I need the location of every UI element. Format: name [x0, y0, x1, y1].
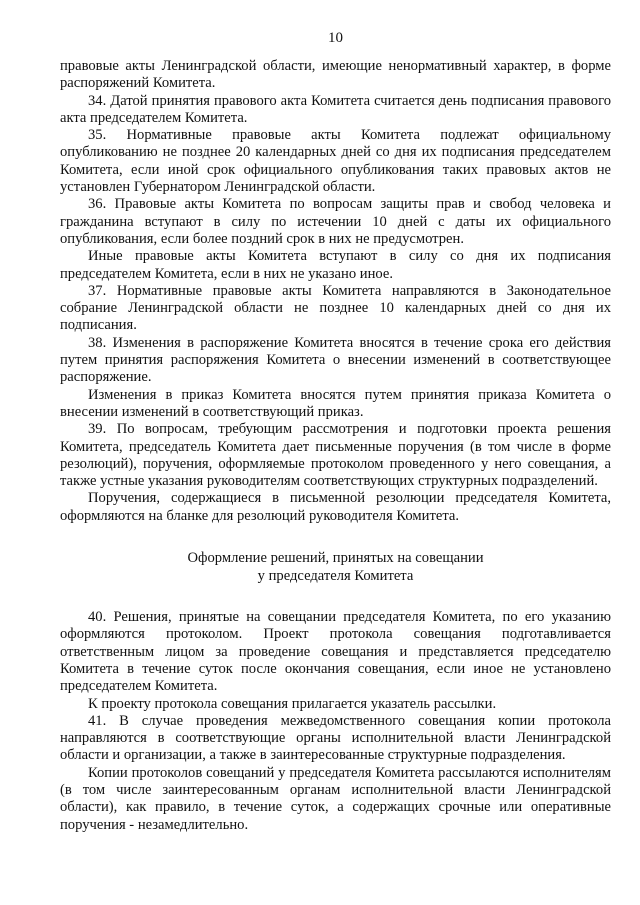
- section-heading: [60, 549, 611, 585]
- section-heading-line-1: Оформление решений, принятых на совещании: [187, 550, 484, 567]
- paragraphs-bottom: [60, 609, 611, 834]
- paragraph-36: 36. Правовые акты Комитета по вопросам защиты прав и свобод человека и гражданина вступают в силу по истечении 10 дней с даты их официального опубликования, если более поздний срок в них не предусмотрен.: [60, 196, 611, 247]
- paragraph-40-distribution: К проекту протокола совещания прилагается указатель рассылки.: [88, 695, 497, 712]
- paragraph-34: 34. Датой принятия правового акта Комитета считается день подписания правового акта председателем Комитета.: [60, 92, 611, 126]
- paragraphs-top: [60, 58, 611, 525]
- paragraph-38-orders: Изменения в приказ Комитета вносятся путем принятия приказа Комитета о внесении изменений в соответствующий приказ.: [60, 386, 611, 420]
- paragraph-37: 37. Нормативные правовые акты Комитета направляются в Законодательное собрание Ленинградской области не позднее 10 календарных дней со дня их подписания.: [60, 282, 611, 334]
- page-number: 10: [328, 30, 343, 46]
- paragraph-35: 35. Нормативные правовые акты Комитета подлежат официальному опубликованию не позднее 20 календарных дней со дня их подписания председателем Комитета, если иной срок официального опубликования таких правовых актов не установлен Губернатором Ленинградской области.: [60, 127, 611, 196]
- paragraph-39-resolutions: Поручения, содержащиеся в письменной резолюции председателя Комитета, оформляются на бланке для резолюций руководителя Комитета.: [60, 490, 611, 524]
- paragraph-41: 41. В случае проведения межведомственного совещания копии протокола направляются в соответствующие органы исполнительной власти Ленинградской области и организации, а также в заинтересованные структурные подразделения.: [60, 712, 611, 764]
- document-page: [60, 30, 611, 834]
- section-heading-line-2: у председателя Комитета: [257, 568, 414, 585]
- paragraph-40: 40. Решения, принятые на совещании председателя Комитета, по его указанию оформляются протоколом. Проект протокола совещания подготавливается ответственным лицом за проведение совещания и представляется председателю Комитета в течение суток после окончания совещания, если иное не установлено председателем Комитета.: [60, 609, 611, 695]
- paragraph-41-copies: Копии протоколов совещаний у председателя Комитета рассылаются исполнителям (в том числе заинтересованным органам исполнительной власти Ленинградской области), как правило, в течение суток, а содержащих срочные или оперативные поручения - незамедлительно.: [60, 764, 611, 833]
- paragraph-continuation: правовые акты Ленинградской области, имеющие ненормативный характер, в форме распоряжений Комитета.: [60, 58, 611, 92]
- paragraph-39: 39. По вопросам, требующим рассмотрения и подготовки проекта решения Комитета, председатель Комитета дает письменные поручения (в том числе в форме резолюций), поручения, оформляемые протоколом проведенного у него совещания, а также устные указания руководителям соответствующих структурных подразделений.: [60, 421, 611, 490]
- paragraph-36-other-acts: Иные правовые акты Комитета вступают в силу со дня их подписания председателем Комитета, если в них не указано иное.: [60, 248, 611, 282]
- paragraph-38: 38. Изменения в распоряжение Комитета вносятся в течение срока его действия путем принятия распоряжения Комитета о внесении изменений в соответствующее распоряжение.: [60, 334, 611, 386]
